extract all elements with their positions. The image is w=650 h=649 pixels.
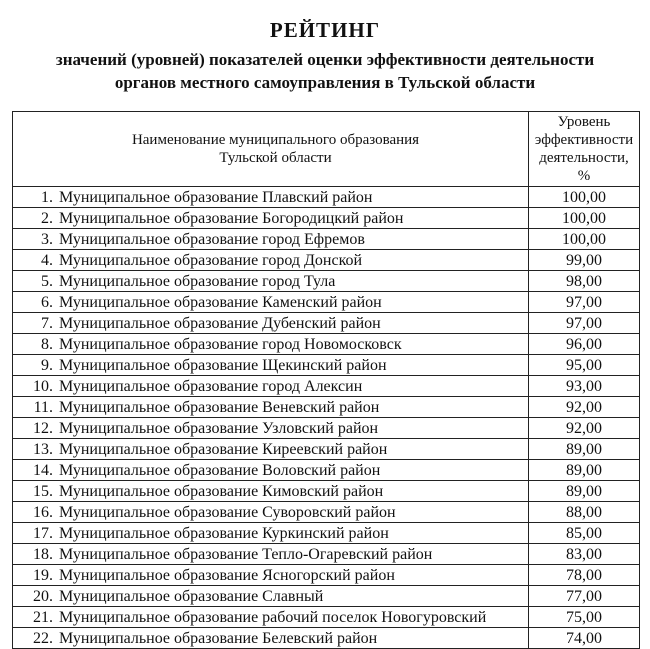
table-header-row: [13, 112, 640, 187]
municipality-name: Муниципальное образование Каменский район: [59, 293, 382, 311]
table-row: [13, 586, 640, 607]
municipality-cell: [13, 439, 529, 460]
row-number: 10.: [33, 377, 53, 395]
efficiency-value: 100,00: [529, 187, 640, 208]
municipality-name: Муниципальное образование Тепло-Огаревский район: [59, 545, 433, 563]
municipality-name: Муниципальное образование город Новомосковск: [59, 335, 402, 353]
municipality-name: Муниципальное образование Белевский район: [59, 629, 378, 647]
document-subtitle-line2: органов местного самоуправления в Тульской области: [114, 73, 536, 92]
efficiency-value: 96,00: [529, 334, 640, 355]
row-number: 1.: [41, 188, 53, 206]
municipality-name: Муниципальное образование Воловский район: [59, 461, 381, 479]
municipality-cell: [13, 292, 529, 313]
row-number: 21.: [33, 608, 53, 626]
municipality-name: Муниципальное образование город Алексин: [59, 377, 363, 395]
municipality-name: Муниципальное образование Веневский район: [59, 398, 380, 416]
municipality-name: Муниципальное образование Дубенский район: [59, 314, 381, 332]
municipality-cell: [13, 523, 529, 544]
header-value-cell: [529, 112, 640, 187]
table-row: [13, 523, 640, 544]
row-number: 13.: [33, 440, 53, 458]
row-number: 8.: [41, 335, 53, 353]
municipality-cell: [13, 187, 529, 208]
efficiency-value: 78,00: [529, 565, 640, 586]
efficiency-value: 83,00: [529, 544, 640, 565]
table-row: [13, 481, 640, 502]
municipality-name: Муниципальное образование Кимовский район: [59, 482, 384, 500]
row-number: 17.: [33, 524, 53, 542]
row-number: 20.: [33, 587, 53, 605]
table-row: [13, 208, 640, 229]
municipality-cell: [13, 481, 529, 502]
table-row: [13, 418, 640, 439]
table-row: [13, 313, 640, 334]
row-number: 14.: [33, 461, 53, 479]
header-value-line: эффективности: [534, 132, 634, 148]
table-row: [13, 397, 640, 418]
efficiency-value: 75,00: [529, 607, 640, 628]
row-number: 6.: [41, 293, 53, 311]
header-value-line: %: [577, 168, 591, 184]
efficiency-value: 74,00: [529, 628, 640, 649]
municipality-name: Муниципальное образование город Тула: [59, 272, 336, 290]
municipality-name: Муниципальное образование Куркинский район: [59, 524, 389, 542]
table-row: [13, 628, 640, 649]
row-number: 2.: [41, 209, 53, 227]
municipality-name: Муниципальное образование Плавский район: [59, 188, 373, 206]
municipality-name: Муниципальное образование Ясногорский район: [59, 566, 395, 584]
table-row: [13, 187, 640, 208]
row-number: 12.: [33, 419, 53, 437]
municipality-cell: [13, 376, 529, 397]
municipality-name: Муниципальное образование Суворовский район: [59, 503, 396, 521]
efficiency-value: 89,00: [529, 481, 640, 502]
efficiency-value: 92,00: [529, 418, 640, 439]
municipality-cell: [13, 355, 529, 376]
municipality-name: Муниципальное образование город Ефремов: [59, 230, 365, 248]
efficiency-value: 100,00: [529, 229, 640, 250]
municipality-name: Муниципальное образование Славный: [59, 587, 324, 605]
efficiency-value: 95,00: [529, 355, 640, 376]
table-row: [13, 376, 640, 397]
municipality-name: Муниципальное образование Щекинский район: [59, 356, 387, 374]
municipality-cell: [13, 208, 529, 229]
table-row: [13, 229, 640, 250]
efficiency-value: 92,00: [529, 397, 640, 418]
header-value-line: Уровень: [557, 114, 611, 130]
table-row: [13, 250, 640, 271]
efficiency-value: 100,00: [529, 208, 640, 229]
municipality-cell: [13, 460, 529, 481]
municipality-name: Муниципальное образование рабочий поселок Новогуровский: [59, 608, 487, 626]
municipality-cell: [13, 250, 529, 271]
table-row: [13, 544, 640, 565]
row-number: 5.: [41, 272, 53, 290]
document-subtitle-line1: значений (уровней) показателей оценки эффективности деятельности: [55, 50, 595, 69]
efficiency-value: 97,00: [529, 313, 640, 334]
rating-table: [12, 111, 640, 649]
municipality-cell: [13, 544, 529, 565]
row-number: 11.: [33, 398, 53, 416]
municipality-cell: [13, 397, 529, 418]
efficiency-value: 88,00: [529, 502, 640, 523]
efficiency-value: 93,00: [529, 376, 640, 397]
table-row: [13, 460, 640, 481]
table-row: [13, 355, 640, 376]
row-number: 16.: [33, 503, 53, 521]
row-number: 9.: [41, 356, 53, 374]
header-name-line1: Наименование муниципального образования: [131, 132, 420, 148]
municipality-name: Муниципальное образование город Донской: [59, 251, 363, 269]
municipality-cell: [13, 334, 529, 355]
table-row: [13, 334, 640, 355]
municipality-cell: [13, 628, 529, 649]
efficiency-value: 89,00: [529, 439, 640, 460]
row-number: 7.: [41, 314, 53, 332]
municipality-cell: [13, 502, 529, 523]
row-number: 4.: [41, 251, 53, 269]
header-value-line: деятельности,: [539, 150, 629, 166]
header-name-line2: Тульской области: [219, 150, 332, 166]
municipality-cell: [13, 607, 529, 628]
municipality-name: Муниципальное образование Киреевский район: [59, 440, 388, 458]
table-row: [13, 565, 640, 586]
table-row: [13, 271, 640, 292]
row-number: 15.: [33, 482, 53, 500]
municipality-name: Муниципальное образование Богородицкий район: [59, 209, 404, 227]
efficiency-value: 99,00: [529, 250, 640, 271]
municipality-cell: [13, 271, 529, 292]
municipality-cell: [13, 418, 529, 439]
table-row: [13, 292, 640, 313]
municipality-name: Муниципальное образование Узловский район: [59, 419, 379, 437]
document-title: РЕЙТИНГ: [269, 18, 381, 42]
row-number: 3.: [41, 230, 53, 248]
efficiency-value: 85,00: [529, 523, 640, 544]
municipality-cell: [13, 565, 529, 586]
row-number: 18.: [33, 545, 53, 563]
efficiency-value: 97,00: [529, 292, 640, 313]
table-row: [13, 439, 640, 460]
municipality-cell: [13, 586, 529, 607]
table-row: [13, 502, 640, 523]
header-name-cell: [13, 112, 529, 187]
efficiency-value: 98,00: [529, 271, 640, 292]
table-row: [13, 607, 640, 628]
municipality-cell: [13, 313, 529, 334]
efficiency-value: 89,00: [529, 460, 640, 481]
municipality-cell: [13, 229, 529, 250]
efficiency-value: 77,00: [529, 586, 640, 607]
row-number: 22.: [33, 629, 53, 647]
row-number: 19.: [33, 566, 53, 584]
